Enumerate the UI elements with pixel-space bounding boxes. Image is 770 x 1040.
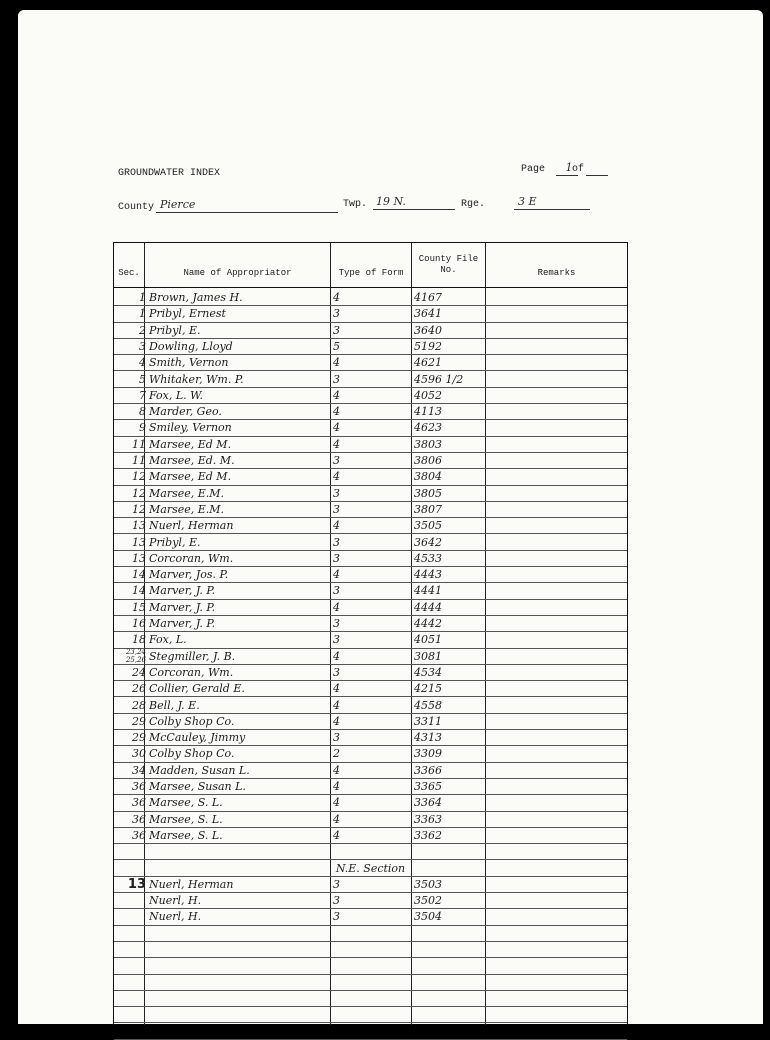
cell-file: 3311 [414, 714, 442, 728]
cell-file: 3807 [414, 502, 442, 516]
cell-name: Dowling, Lloyd [149, 339, 233, 353]
cell-sec: 30 [132, 747, 146, 761]
county-line [156, 212, 338, 213]
table-row [114, 827, 627, 844]
cell-sec: 29 [132, 714, 146, 728]
cell-remarks [488, 289, 622, 305]
table-row [114, 1006, 627, 1023]
table-row [114, 354, 627, 371]
cell-name: Marder, Geo. [149, 405, 222, 419]
cell-name: Smith, Vernon [149, 356, 229, 370]
table-row [114, 974, 627, 991]
cell-name: Corcoran, Wm. [149, 665, 234, 679]
table-row [114, 338, 627, 355]
twp-label: Twp. [343, 199, 368, 210]
cell-remarks [488, 957, 622, 973]
cell-sec: 36 [132, 828, 146, 842]
cell-type [333, 1023, 409, 1039]
table-row [114, 322, 627, 339]
cell-type: 3 [333, 323, 340, 337]
cell-name: Marsee, Susan L. [149, 780, 246, 793]
cell-remarks [488, 648, 622, 664]
cell-sec: 36 [132, 780, 146, 793]
cell-type: 4 [333, 600, 340, 614]
cell-name: Pribyl, E. [149, 535, 201, 549]
cell-file: 3363 [414, 812, 442, 826]
cell-file: 3642 [414, 535, 442, 549]
cell-type: 4 [333, 437, 340, 451]
cell-name: Marsee, Ed M. [149, 470, 232, 484]
cell-name [149, 1023, 327, 1039]
cell-remarks [488, 811, 622, 827]
cell-file: 3804 [414, 470, 442, 484]
cell-name: Marver, J. P. [149, 617, 216, 630]
cell-file: 4534 [414, 665, 442, 679]
cell-name [149, 925, 327, 941]
table-row [114, 468, 627, 485]
table-row [114, 289, 627, 306]
cell-file [414, 990, 482, 1006]
table-row [114, 762, 627, 779]
cell-type: 3 [333, 877, 340, 891]
cell-remarks [488, 745, 622, 761]
cell-type: 4 [333, 470, 340, 484]
table-row [114, 908, 627, 925]
cell-name: Marsee, E.M. [149, 486, 225, 500]
table-row [114, 582, 627, 599]
table-row [114, 599, 627, 616]
cell-type: 4 [333, 763, 340, 777]
cell-remarks [488, 322, 622, 338]
cell-sec: 12 [132, 470, 146, 484]
rge-line [514, 209, 590, 210]
cell-remarks [488, 729, 622, 745]
document-title: GROUNDWATER INDEX [118, 168, 221, 179]
column-header-name: Name of Appropriator [183, 267, 292, 278]
cell-remarks [488, 925, 622, 941]
table-row [114, 517, 627, 534]
cell-type: 4 [333, 796, 340, 810]
cell-name: Marsee, S. L. [149, 828, 223, 842]
cell-remarks [488, 550, 622, 566]
cell-sec: 11 [132, 437, 146, 451]
cell-type: 3 [333, 894, 340, 908]
cell-file: 4167 [414, 291, 442, 304]
table-row [114, 843, 627, 860]
cell-name: Corcoran, Wm. [149, 551, 234, 565]
table-row [114, 436, 627, 453]
cell-sec [116, 941, 146, 957]
page-total-line [586, 175, 608, 176]
cell-file: 3641 [414, 307, 442, 321]
cell-remarks [488, 974, 622, 990]
header-rule [114, 287, 627, 288]
cell-sec: 34 [132, 763, 146, 777]
table-row [114, 990, 627, 1007]
cell-sec: 9 [139, 421, 146, 435]
cell-type [333, 925, 409, 941]
cell-remarks [488, 664, 622, 680]
column-header-file: County File No. [418, 254, 479, 275]
cell-name: Fox, L. [149, 633, 187, 647]
cell-remarks [488, 941, 622, 957]
table-row [114, 925, 627, 942]
cell-type: 4 [333, 356, 340, 370]
cell-sec: 16 [132, 617, 146, 630]
table-row [114, 892, 627, 909]
cell-name: Pribyl, E. [149, 323, 201, 337]
cell-sec: 36 [132, 796, 146, 810]
cell-remarks [488, 517, 622, 533]
cell-sec: 5 [139, 372, 146, 386]
column-header-type: Type of Form [338, 267, 404, 278]
cell-name: Nuerl, Herman [149, 877, 234, 891]
cell-remarks [488, 354, 622, 370]
cell-name: Marver, J. P. [149, 584, 216, 598]
cell-type: 3 [333, 910, 340, 924]
cell-name: Stegmiller, J. B. [149, 649, 236, 663]
cell-type: 3 [333, 535, 340, 549]
cell-remarks [488, 778, 622, 794]
cell-file: 4444 [414, 600, 442, 614]
cell-type: 3 [333, 372, 340, 386]
cell-file: 3806 [414, 454, 442, 467]
cell-sec: 13 [132, 535, 146, 549]
table-row [114, 648, 627, 665]
cell-sec: 14 [132, 584, 146, 598]
cell-name [149, 941, 327, 957]
cell-type [333, 1006, 409, 1022]
cell-type: 4 [333, 812, 340, 826]
cell-sec: 1 [139, 307, 146, 321]
cell-sec: 8 [139, 405, 146, 419]
cell-name: Marsee, Ed. M. [149, 454, 235, 467]
cell-type: 4 [333, 405, 340, 419]
cell-remarks [488, 876, 622, 892]
cell-file [414, 1023, 482, 1039]
table-row [114, 419, 627, 436]
cell-sec: 7 [139, 388, 146, 402]
cell-file: 4051 [414, 633, 442, 647]
cell-file: 3365 [414, 780, 442, 793]
cell-remarks [488, 582, 622, 598]
cell-remarks [488, 827, 622, 843]
cell-type: 3 [333, 551, 340, 565]
table-row [114, 664, 627, 681]
cell-name: Collier, Gerald E. [149, 682, 245, 696]
cell-file: 3081 [414, 649, 442, 663]
cell-file: 3362 [414, 828, 442, 842]
table-row [114, 615, 627, 632]
cell-file: 4443 [414, 568, 442, 582]
page-number-line [556, 175, 578, 176]
table-row [114, 941, 627, 958]
cell-type: 4 [333, 388, 340, 402]
cell-file: 3309 [414, 747, 442, 761]
cell-sec [116, 1023, 146, 1039]
cell-name: Pribyl, Ernest [149, 307, 226, 321]
cell-sec: 26 [132, 682, 146, 696]
cell-sec: 2 [139, 323, 146, 337]
section-note-row [114, 860, 627, 877]
cell-name: McCauley, Jimmy [149, 731, 246, 745]
cell-sec: 29 [132, 731, 146, 745]
twp-line [373, 209, 455, 210]
cell-name: Bell, J. E. [149, 698, 200, 712]
cell-file: 4215 [414, 682, 442, 696]
cell-sec [116, 990, 146, 1006]
cell-name: Colby Shop Co. [149, 747, 235, 761]
cell-name: Marsee, S. L. [149, 812, 223, 826]
cell-name: Nuerl, H. [149, 910, 202, 924]
cell-type [333, 843, 409, 859]
cell-sec [116, 908, 146, 924]
cell-remarks [488, 697, 622, 713]
cell-remarks [488, 1006, 622, 1022]
table-row [114, 550, 627, 567]
cell-file: 3366 [414, 763, 442, 777]
cell-type: 3 [333, 665, 340, 679]
cell-file: 3803 [414, 437, 442, 451]
table-row [114, 305, 627, 322]
cell-sec: 12 [132, 486, 146, 500]
cell-remarks [488, 403, 622, 419]
cell-name: Nuerl, H. [149, 894, 202, 908]
table-row [114, 811, 627, 828]
cell-file: 4596 1/2 [414, 372, 464, 386]
cell-remarks [488, 892, 622, 908]
cell-file: 4441 [414, 584, 442, 598]
table-row [114, 452, 627, 469]
cell-type: 3 [333, 633, 340, 647]
cell-type: 3 [333, 307, 340, 321]
cell-file: 3503 [414, 877, 442, 891]
cell-type: 4 [333, 682, 340, 696]
table-row [114, 729, 627, 746]
cell-type [333, 974, 409, 990]
cell-type: 2 [333, 747, 340, 761]
cell-remarks [488, 305, 622, 321]
cell-sec [116, 957, 146, 973]
cell-remarks [488, 908, 622, 924]
cell-file: 3504 [414, 910, 442, 924]
cell-file: 3364 [414, 796, 442, 810]
table-row [114, 794, 627, 811]
cell-file [414, 843, 482, 859]
appropriator-table [113, 242, 628, 1025]
cell-type: 3 [333, 584, 340, 598]
cell-sec: 14 [132, 568, 146, 582]
column-header-remarks: Remarks [537, 267, 576, 278]
cell-remarks [488, 990, 622, 1006]
table-row [114, 501, 627, 518]
cell-name [149, 974, 327, 990]
of-label: of [572, 164, 585, 175]
cell-remarks [488, 843, 622, 859]
cell-sec: 4 [139, 356, 146, 370]
cell-type: 3 [333, 617, 340, 630]
table-row [114, 778, 627, 795]
cell-file: 4558 [414, 698, 442, 712]
cell-type: 4 [333, 828, 340, 842]
cell-sec [116, 1006, 146, 1022]
cell-file [414, 1006, 482, 1022]
table-row [114, 680, 627, 697]
cell-remarks [488, 599, 622, 615]
cell-file: 4313 [414, 731, 442, 745]
cell-type: 4 [333, 714, 340, 728]
cell-name: Marsee, E.M. [149, 502, 225, 516]
cell-sec: 36 [132, 812, 146, 826]
cell-file: 3505 [414, 519, 442, 533]
cell-remarks [488, 713, 622, 729]
table-row [114, 485, 627, 502]
cell-name: Marsee, S. L. [149, 796, 223, 810]
cell-remarks [488, 468, 622, 484]
cell-sec: 24 [132, 665, 146, 679]
section-note: N.E. Section [335, 861, 406, 875]
cell-sec: 18 [132, 633, 146, 647]
cell-type: 4 [333, 649, 340, 663]
cell-file: 5192 [414, 339, 442, 353]
cell-remarks [488, 419, 622, 435]
cell-file: 4533 [414, 551, 442, 565]
county-value: Pierce [160, 198, 196, 211]
cell-type [333, 990, 409, 1006]
cell-type: 3 [333, 502, 340, 516]
cell-type: 4 [333, 698, 340, 712]
cell-sec [116, 892, 146, 908]
county-label: County [118, 202, 155, 213]
cell-remarks [488, 387, 622, 403]
page-label: Page [521, 164, 546, 175]
table-row [114, 371, 627, 388]
cell-sec [116, 925, 146, 941]
table-row [114, 957, 627, 974]
cell-type: 4 [333, 291, 340, 304]
cell-name: Madden, Susan L. [149, 763, 250, 777]
cell-remarks [488, 762, 622, 778]
cell-type [333, 941, 409, 957]
rge-value: 3 E [518, 195, 537, 208]
cell-type: 3 [333, 454, 340, 467]
cell-type: 5 [333, 339, 340, 353]
cell-name: Whitaker, Wm. P. [149, 372, 244, 386]
table-row [114, 566, 627, 583]
page-number: 1 [565, 161, 573, 174]
cell-name: Nuerl, Herman [149, 519, 234, 533]
cell-remarks [488, 615, 622, 631]
cell-sec: 13 [132, 519, 146, 533]
cell-sec: 28 [132, 698, 146, 712]
cell-sec [116, 843, 146, 859]
cell-type: 4 [333, 519, 340, 533]
table-row [114, 387, 627, 404]
cell-type: 4 [333, 780, 340, 793]
table-row [114, 631, 627, 648]
cell-name: Marsee, Ed M. [149, 437, 232, 451]
table-row [114, 876, 627, 893]
cell-remarks [488, 338, 622, 354]
cell-remarks [488, 452, 622, 468]
cell-name: Smiley, Vernon [149, 421, 232, 435]
table-row [114, 403, 627, 420]
cell-name [149, 990, 327, 1006]
cell-name: Marver, Jos. P. [149, 568, 229, 582]
cell-remarks [488, 534, 622, 550]
cell-remarks [488, 631, 622, 647]
cell-type: 4 [333, 421, 340, 435]
cell-sec: 15 [132, 600, 146, 614]
table-row [114, 697, 627, 714]
cell-file [414, 941, 482, 957]
cell-file: 3640 [414, 323, 442, 337]
cell-sec: 12 [132, 502, 146, 516]
twp-value: 19 N. [376, 195, 406, 208]
cell-sec: 13 [127, 876, 146, 892]
cell-type: 3 [333, 731, 340, 745]
cell-file: 3502 [414, 894, 442, 908]
cell-remarks [488, 794, 622, 810]
column-header-sec: Sec. [118, 267, 140, 278]
cell-file: 3805 [414, 486, 442, 500]
cell-remarks [488, 485, 622, 501]
cell-remarks [488, 501, 622, 517]
cell-remarks [488, 680, 622, 696]
cell-name: Brown, James H. [149, 291, 243, 304]
cell-sec: 3 [139, 339, 146, 353]
cell-name [149, 957, 327, 973]
cell-name: Colby Shop Co. [149, 714, 235, 728]
cell-sec [116, 974, 146, 990]
cell-file [414, 957, 482, 973]
cell-file [414, 974, 482, 990]
cell-type: 3 [333, 486, 340, 500]
table-row [114, 534, 627, 551]
table-row [114, 1023, 627, 1040]
rge-label: Rge. [461, 199, 486, 210]
cell-sec: 11 [132, 454, 146, 467]
cell-name [149, 843, 327, 859]
cell-name: Marver, J. P. [149, 600, 216, 614]
table-row [114, 713, 627, 730]
cell-file [414, 925, 482, 941]
cell-remarks [488, 371, 622, 387]
cell-file: 4442 [414, 617, 442, 630]
cell-file: 4113 [414, 405, 442, 419]
cell-remarks [488, 436, 622, 452]
cell-sec: 23,24 25,26 [125, 647, 146, 664]
document-page [18, 10, 763, 1024]
cell-remarks [488, 566, 622, 582]
cell-name: Fox, L. W. [149, 388, 204, 402]
table-row [114, 745, 627, 762]
cell-type: 4 [333, 568, 340, 582]
cell-file: 4623 [414, 421, 442, 435]
cell-file: 4621 [414, 356, 442, 370]
cell-name [149, 1006, 327, 1022]
cell-remarks [488, 1023, 622, 1039]
cell-sec: 13 [132, 551, 146, 565]
cell-file: 4052 [414, 388, 442, 402]
cell-type [333, 957, 409, 973]
cell-sec: 1 [139, 291, 146, 304]
